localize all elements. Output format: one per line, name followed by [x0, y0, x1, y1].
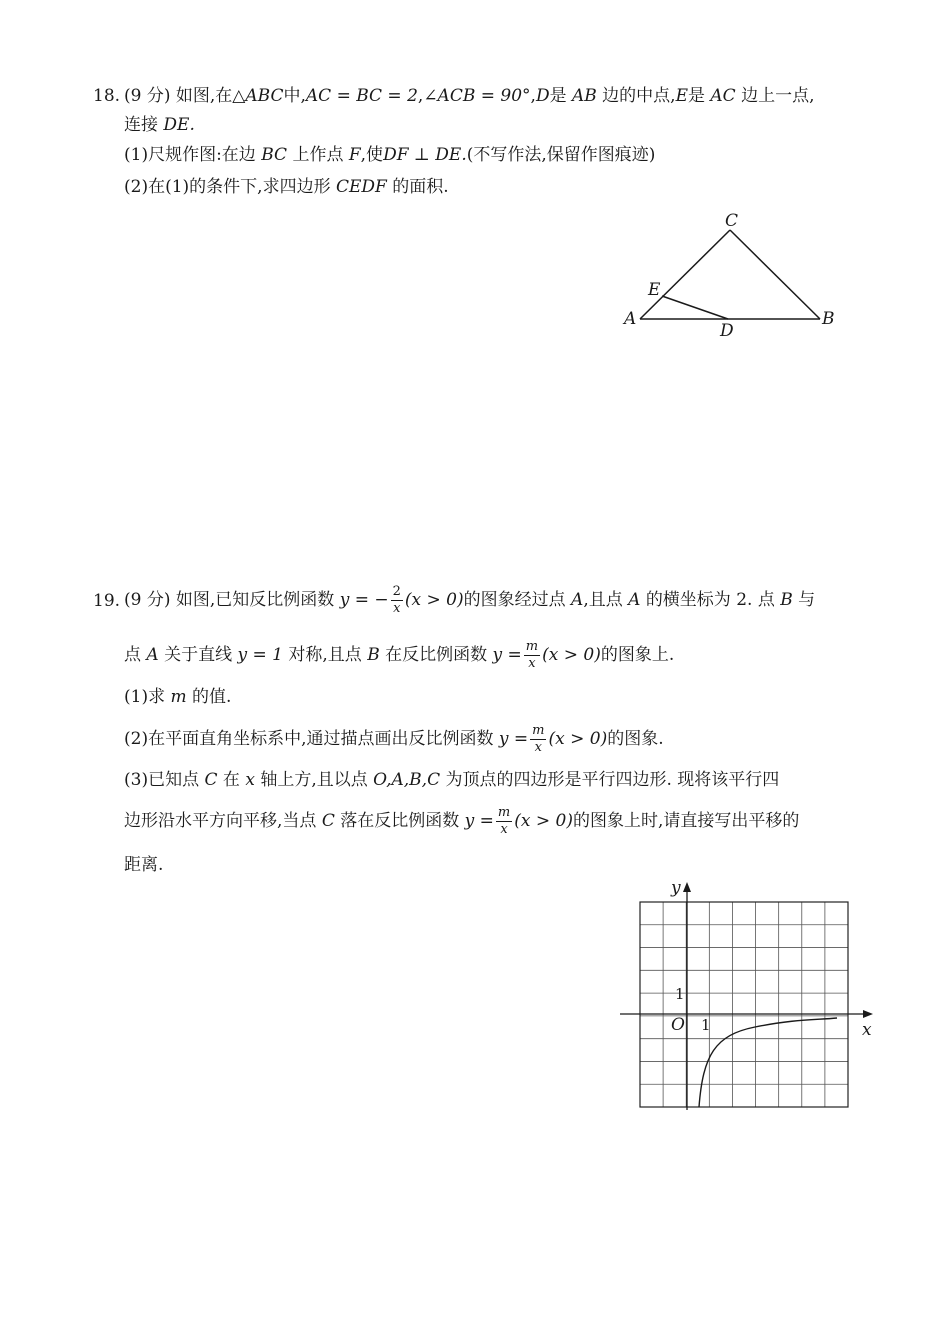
q19-y-eq3: y = [498, 729, 529, 749]
q19-p3-h: 距离. [124, 855, 164, 875]
q19-part1 [124, 689, 231, 706]
q19-c: C [204, 770, 218, 790]
q18-intro-a: 如图,在△ [175, 86, 246, 106]
segment-bc [730, 230, 820, 319]
q18-part2 [124, 179, 449, 196]
q19-a: A [571, 590, 584, 610]
q19-l2-c: 对称,且点 [288, 645, 362, 665]
frac-num: m [530, 723, 546, 740]
q19-cond-x-2: (x > 0) [542, 645, 601, 665]
q19-frac-2x [391, 584, 403, 618]
q18-part2-b: 的面积. [392, 177, 449, 197]
q19-c-2: C [321, 811, 335, 831]
inverse-function-curve [699, 1018, 837, 1107]
q19-b: B [780, 590, 793, 610]
axis-label-y: y [671, 878, 681, 898]
tick-label-x1: 1 [701, 1016, 711, 1034]
segment-ac [640, 230, 730, 319]
q19-oabc: O,A,B,C [373, 770, 441, 790]
label-b: B [822, 309, 835, 329]
q18-number: 18. [93, 86, 121, 106]
q19-l1-e: 与 [798, 590, 816, 610]
q19-line2 [124, 638, 674, 672]
grid-lines [640, 902, 848, 1107]
q19-p3-g: 的图象上时,请直接写出平移的 [572, 811, 800, 831]
q19-p3-f: 落在反比例函数 [340, 811, 460, 831]
q19-cond-x-4: (x > 0) [514, 811, 573, 831]
frac-num: m [524, 639, 540, 656]
q18-part1-c: ,使 [360, 145, 384, 165]
q18-e-text: 是 [688, 86, 705, 106]
q19-part2 [124, 722, 664, 756]
y-axis-arrow-icon [683, 882, 691, 892]
q18-part1 [124, 147, 655, 164]
q19-p3-d: 为顶点的四边形是平行四边形. 现将该平行四 [445, 770, 780, 790]
q18-perp: DF ⊥ DE. [383, 145, 467, 165]
q18-d-text: 是 [549, 86, 567, 106]
q19-p2-b: 的图象. [607, 729, 664, 749]
q18-part1-d: (不写作法,保留作图痕迹) [466, 145, 656, 165]
q19-l1-a: 如图,已知反比例函数 [175, 590, 335, 610]
q19-x: x [245, 770, 255, 790]
q19-l1-c: ,且点 [583, 590, 623, 610]
q19-line1 [124, 583, 815, 617]
q19-a-2: A [628, 590, 641, 610]
q19-line-eq: y = 1 [237, 645, 283, 665]
q19-part3-line2 [124, 804, 799, 838]
q18-intro-b: 中, [283, 86, 306, 106]
tick-label-y1: 1 [675, 985, 685, 1003]
grid-border [640, 902, 848, 1107]
q19-l2-d: 在反比例函数 [385, 645, 488, 665]
q18-cond2: ∠ACB = 90° [423, 86, 531, 106]
q19-part3-line1 [124, 772, 779, 789]
q18-e-name: E [675, 86, 688, 106]
q18-point-text: 边上一点, [741, 86, 815, 106]
q19-l2-e: 的图象上. [600, 645, 675, 665]
q18-ac: AC [710, 86, 736, 106]
q19-a-3: A [146, 645, 159, 665]
q19-frac-mx-3 [496, 805, 512, 839]
frac-num: m [496, 805, 512, 822]
q19-p1-b: 的值. [192, 687, 232, 707]
q18-part1-a: (1)尺规作图:在边 [124, 145, 256, 165]
q19-b-2: B [367, 645, 380, 665]
q19-p3-e: 边形沿水平方向平移,当点 [124, 811, 317, 831]
q18-mid-text: 边的中点, [602, 86, 676, 106]
x-axis-arrow-icon [863, 1010, 873, 1018]
q18-cedf: CEDF [335, 177, 387, 197]
q18-cond1: AC = BC = 2 [305, 86, 418, 106]
q18-bc: BC [261, 145, 288, 165]
q18-triangle-figure [610, 205, 850, 345]
q19-cond-x: (x > 0) [404, 590, 464, 610]
frac-den: x [534, 740, 542, 755]
label-e: E [648, 280, 661, 300]
q18-line1: (9 分) 如图,在△ABC中,AC = BC = 2,∠ACB = 90°,D是 AB 边的中点,E是 AC 边上一点, [124, 86, 815, 106]
q19-p1-a: (1)求 [124, 687, 166, 707]
q18-part1-b: 上作点 [292, 145, 344, 165]
q19-l2-a: 点 [124, 645, 141, 665]
q19-y-eq2: y = [492, 645, 522, 665]
q19-p2-a: (2)在平面直角坐标系中,通过描点画出反比例函数 [124, 729, 494, 749]
q19-score: (9 分) [124, 590, 171, 610]
q18-d-name: D [535, 86, 550, 106]
frac-num: 2 [391, 584, 403, 601]
label-d: D [720, 321, 734, 341]
q19-l1-b: 的图象经过点 [463, 590, 566, 610]
frac-den: x [528, 656, 536, 671]
axis-label-x: x [862, 1020, 872, 1040]
q19-l1-d: 的横坐标为 2. 点 [645, 590, 775, 610]
frac-den: x [500, 822, 508, 837]
origin-label: O [671, 1015, 685, 1035]
q19-l2-b: 关于直线 [164, 645, 233, 665]
q19-p3-a: (3)已知点 [124, 770, 200, 790]
q19-m: m [170, 687, 187, 707]
q19-frac-mx-2 [530, 723, 546, 757]
q19-part3-line3 [124, 857, 163, 874]
label-c: C [725, 211, 739, 231]
label-a: A [624, 309, 637, 329]
q19-coordinate-grid [615, 875, 880, 1115]
q18-connect: 连接 [124, 115, 158, 135]
q18-triangle-name: ABC [245, 86, 284, 106]
q19-number: 19. [93, 591, 121, 611]
q19-cond-x-3: (x > 0) [548, 729, 608, 749]
q19-y-eq: y = − [339, 590, 389, 610]
frac-den: x [393, 601, 401, 616]
q19-y-eq4: y = [464, 811, 494, 831]
q19-p3-c: 轴上方,且以点 [260, 770, 368, 790]
q18-part2-a: (2)在(1)的条件下,求四边形 [124, 177, 331, 197]
q18-de: DE. [163, 115, 195, 135]
q18-ab: AB [571, 86, 597, 106]
q18-line2 [124, 117, 195, 134]
q19-frac-mx [524, 639, 540, 673]
q18-f: F [348, 145, 361, 165]
q18-score: (9 分) [124, 86, 171, 106]
segment-de [662, 296, 728, 319]
q19-p3-b: 在 [222, 770, 240, 790]
